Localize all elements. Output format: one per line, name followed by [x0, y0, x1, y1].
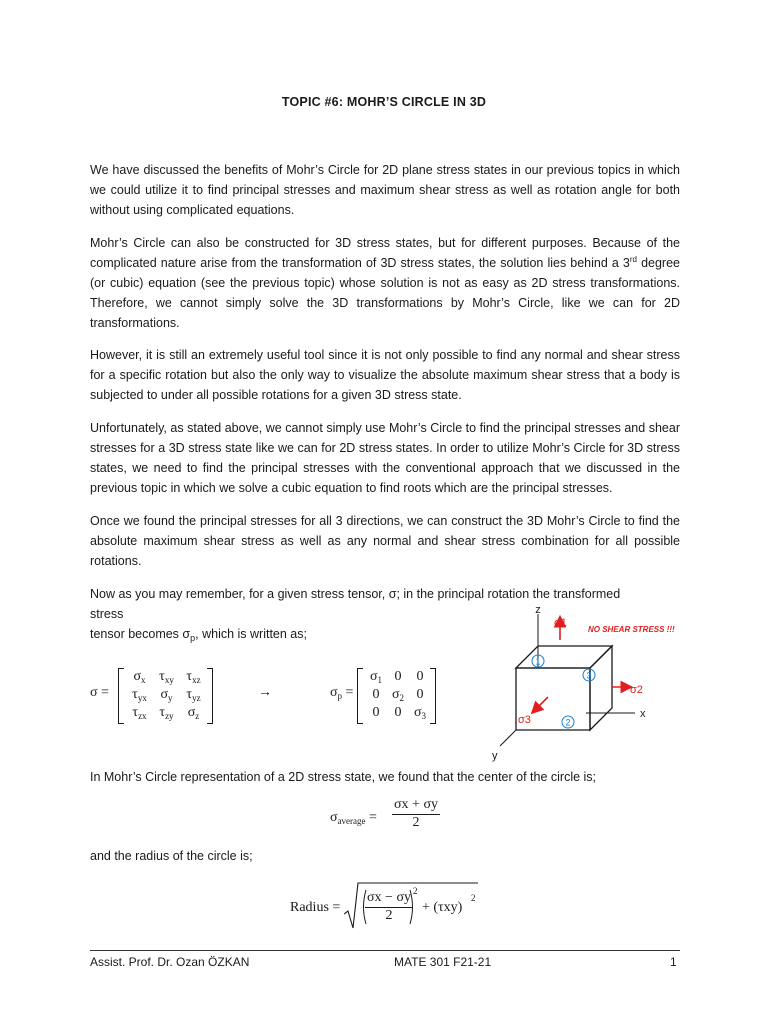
paragraph-3d-purpose-part1: Mohr’s Circle can also be constructed for 3D stress states, but for different purposes. Because of the complicated nature arise from the transformation of 3D stress states, the solution lies behind a 3	[90, 236, 680, 270]
paragraph-unfortunately: Unfortunately, as stated above, we cannot simply use Mohr’s Circle to find the principal stresses and shear stresses for a 3D stress state like we can for 2D stress states. In order to utilize Mohr’s Circle for 3D stress states, we need to find the principal stresses with the conventional approach that we discussed in the previous topic in which we solve a cubic equation to find roots which are the principal stresses.	[90, 421, 680, 495]
no-shear-stress-note: NO SHEAR STRESS !!!	[588, 625, 675, 634]
sigma3-arrow	[533, 697, 548, 712]
matrix-cell: $\tau_{yx}$	[132, 687, 147, 703]
matrix-bracket-left	[118, 668, 124, 724]
sigma2-label: σ2	[630, 684, 643, 696]
matrix-cell: 0	[416, 669, 424, 684]
page-title: TOPIC #6: MOHR’S CIRCLE IN 3D	[281, 95, 487, 109]
face-3-label: 3	[586, 670, 592, 681]
sigma-average-numerator: σx + σy	[392, 797, 440, 815]
matrix-cell: $\sigma_x$	[133, 669, 146, 685]
footer-page-number: 1	[670, 955, 677, 969]
footer-course: MATE 301 F21-21	[394, 955, 492, 969]
matrix-cell: $\tau_{xy}$	[159, 669, 174, 685]
paragraph-radius: and the radius of the circle is;	[90, 849, 253, 863]
sigma-average-denominator: 2	[412, 815, 420, 830]
matrix-cell: $\tau_{xz}$	[186, 669, 201, 685]
sigma-average-subscript: average	[337, 816, 366, 826]
matrix-cell: $\sigma_z$	[187, 705, 200, 721]
sigma-average-equals: =	[365, 810, 377, 825]
principal-matrix	[357, 668, 437, 722]
radius-fraction	[365, 890, 413, 924]
radius-lhs: Radius =	[290, 900, 341, 915]
paragraph-stress-tensor-sub: p	[190, 633, 196, 643]
matrix-cell: 0	[394, 669, 402, 684]
paragraph-3d-purpose-part2: degree (or cubic) equation (see the previous topic) whose solution is not as easy as 2D stress transformations. Therefore, we cannot simply solve the 3D transformations by Mohr’s Circle, like we can for 2D transformations.	[90, 256, 680, 330]
matrix-cell: 0	[416, 687, 424, 702]
matrix-cell: $\sigma_2$	[391, 687, 405, 703]
matrix-cell: $\tau_{yz}$	[186, 687, 201, 703]
matrix-cell: 0	[372, 687, 380, 702]
sigma-p-lhs	[330, 685, 353, 701]
sigma-p-subscript: p	[337, 691, 343, 701]
arrow-symbol: →	[258, 685, 272, 700]
paragraph-intro: We have discussed the benefits of Mohr’s Circle for 2D plane stress states in our previous topics in which we could utilize it to find principal stresses and maximum shear stress as well as rotation angle for both without using complicated equations.	[90, 163, 680, 217]
paragraph-once-found: Once we found the principal stresses for all 3 directions, we can construct the 3D Mohr’s Circle to find the absolute maximum shear stress as well as any normal and shear stress combination for all possible rotations.	[90, 514, 680, 568]
radius-square-1: 2	[413, 886, 418, 896]
stress-matrix	[118, 668, 214, 722]
cube-side-face	[590, 646, 612, 730]
sigma3-label: σ3	[518, 714, 531, 726]
x-axis-label: x	[640, 708, 646, 720]
sigma-p-equals: =	[342, 685, 354, 700]
ordinal-suffix: rd	[629, 255, 637, 264]
y-axis-line	[500, 730, 516, 746]
z-axis-label: z	[535, 604, 541, 616]
sigma-average-fraction	[392, 797, 440, 831]
matrix-cell: 0	[394, 705, 402, 720]
paragraph-useful-tool: However, it is still an extremely useful tool since it is not only possible to find any normal and shear stress for a specific rotation but also the only way to visualize the absolute maximum shear stress that a body is subjected to under all possible rotations for a given 3D stress state.	[90, 348, 680, 402]
sigma-lhs: σ =	[90, 685, 109, 700]
footer-author: Assist. Prof. Dr. Ozan ÖZKAN	[90, 955, 250, 969]
paragraph-stress-tensor-line2b: , which is written as;	[195, 627, 307, 641]
radius-numerator: σx − σy	[365, 890, 413, 908]
face-2-label: 2	[565, 717, 571, 728]
radius-denominator: 2	[385, 908, 393, 923]
y-axis-label: y	[492, 750, 498, 762]
principal-stress-cube-diagram	[478, 600, 678, 770]
matrix-cell: $\tau_{zy}$	[159, 705, 174, 721]
matrix-cell: $\tau_{zx}$	[132, 705, 147, 721]
paragraph-stress-tensor-line2a: tensor becomes σ	[90, 627, 191, 641]
sigma-average-symbol: σ	[330, 810, 338, 825]
sigma-p-symbol: σ	[330, 685, 338, 700]
matrix-bracket-right	[207, 668, 213, 724]
matrix-cell: $\sigma_y$	[160, 687, 173, 703]
face-1-label: 1	[535, 656, 541, 667]
matrix-cell: $\sigma_1$	[369, 669, 383, 685]
cube-top-face	[516, 646, 612, 668]
footer-rule	[90, 950, 680, 951]
matrix-cell: 0	[372, 705, 380, 720]
radius-square-2: 2	[471, 893, 476, 903]
paragraph-2d-center: In Mohr’s Circle representation of a 2D stress state, we found that the center of the circle is;	[90, 770, 597, 784]
sigma1-label: σ1	[554, 617, 567, 629]
matrix-bracket-left	[357, 668, 363, 724]
sigma-average-lhs	[330, 810, 377, 826]
radius-tau-term: + (τxy)	[422, 900, 463, 915]
paragraph-3d-purpose	[90, 233, 680, 333]
matrix-cell: $\sigma_3$	[413, 705, 427, 721]
paragraph-stress-tensor-line1: Now as you may remember, for a given stress tensor, σ; in the principal rotation the transformed stress	[90, 587, 621, 621]
